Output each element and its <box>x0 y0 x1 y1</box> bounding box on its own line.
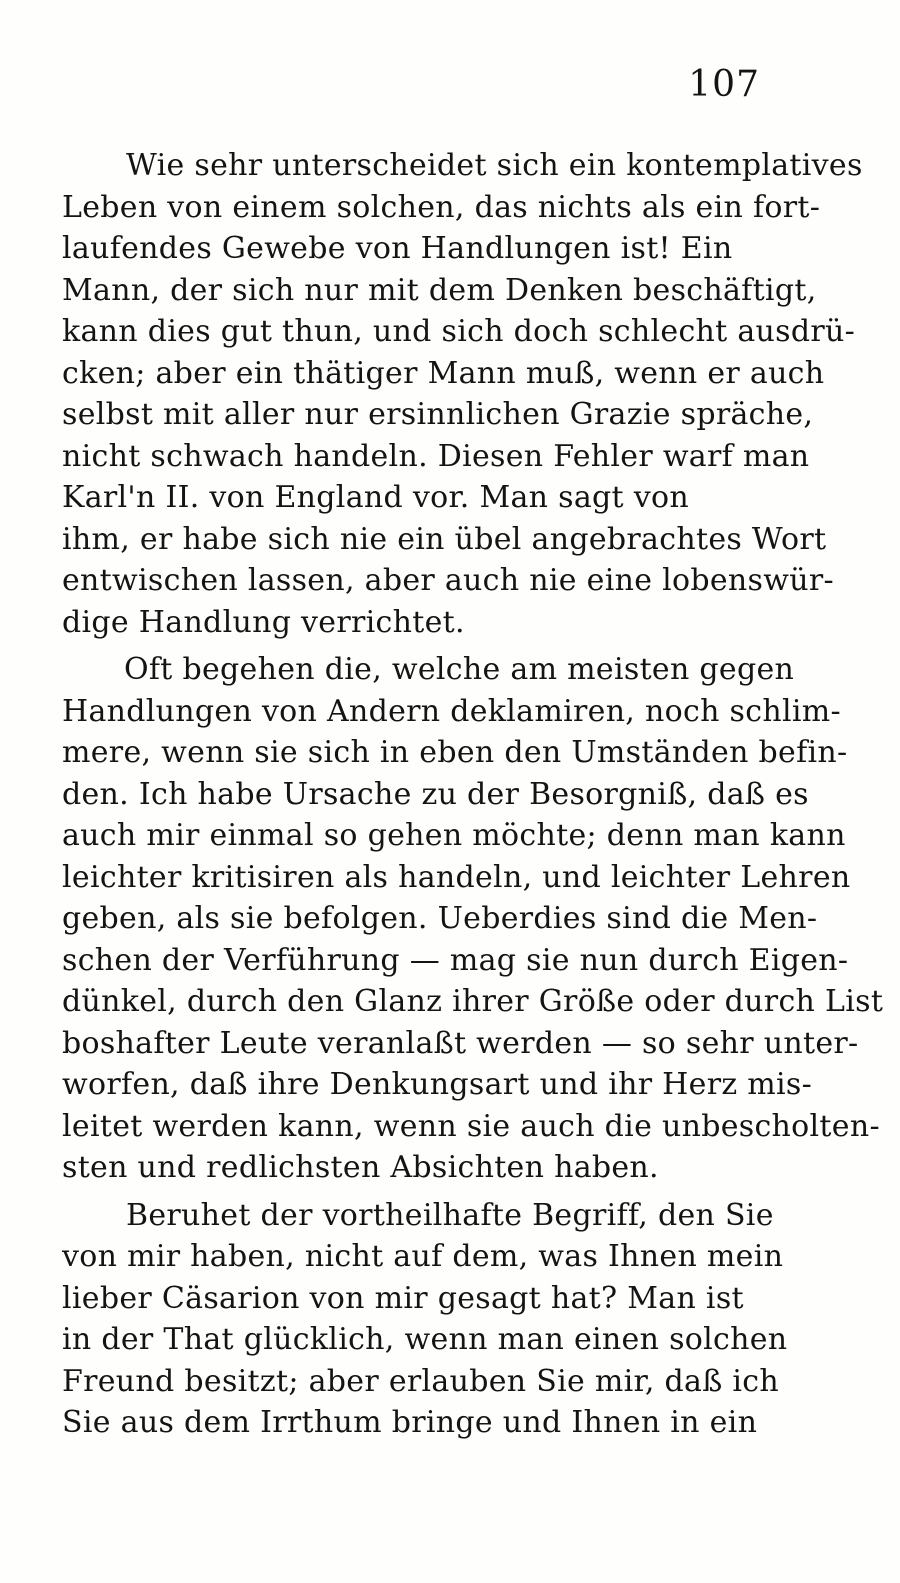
text-line: auch mir einmal so gehen möchte; denn man kann <box>62 818 846 853</box>
text-line: schen der Verführung — mag sie nun durch Eigen- <box>62 942 849 978</box>
text-line: Wie sehr unterscheidet sich ein kontemplatives <box>126 148 863 183</box>
paragraph <box>62 649 884 1189</box>
page-number: 107 <box>688 64 760 105</box>
text-line: von mir haben, nicht auf dem, was Ihnen mein <box>62 1239 784 1274</box>
text-line: den. Ich habe Ursache zu der Besorgniß, daß es <box>62 776 809 812</box>
text-line: dige Handlung verrichtet. <box>62 604 465 640</box>
text-line: Oft begehen die, welche am meisten gegen <box>124 652 795 687</box>
text-line: cken; aber ein thätiger Mann muß, wenn er auch <box>62 355 825 391</box>
text-line: ihm, er habe sich nie ein übel angebrachtes Wort <box>62 521 827 557</box>
text-line: mere, wenn sie sich in eben den Umständen befin- <box>62 735 848 770</box>
text-line: laufendes Gewebe von Handlungen ist! Ein <box>62 231 733 266</box>
text-line: worfen, daß ihre Denkungsart und ihr Herz mis- <box>62 1067 813 1102</box>
text-line: Leben von einem solchen, das nichts als ein fort- <box>62 189 821 225</box>
text-line: Freund besitzt; aber erlauben Sie mir, daß ich <box>62 1363 780 1399</box>
text-line: selbst mit aller nur ersinnlichen Grazie spräche, <box>62 397 814 432</box>
text-line: Karl'n II. von England vor. Man sagt von <box>62 480 689 515</box>
text-line: dünkel, durch den Glanz ihrer Größe oder durch List <box>62 984 884 1019</box>
text-line: nicht schwach handeln. Diesen Fehler warf man <box>62 438 810 474</box>
text-line: Beruhet der vortheilhafte Begriff, den Sie <box>126 1197 774 1233</box>
text-line: geben, als sie befolgen. Ueberdies sind die Men- <box>62 901 818 936</box>
text-line: boshafter Leute veranlaßt werden — so sehr unter- <box>62 1025 859 1061</box>
text-line: kann dies gut thun, und sich doch schlecht ausdrü- <box>62 314 856 349</box>
text-line: Handlungen von Andern deklamiren, noch schlim- <box>62 693 841 729</box>
body-text <box>62 145 884 1450</box>
text-line: lieber Cäsarion von mir gesagt hat? Man ist <box>62 1280 744 1316</box>
paragraph <box>62 145 863 643</box>
text-line: in der That glücklich, wenn man einen solchen <box>62 1322 788 1357</box>
text-line: entwischen lassen, aber auch nie eine lobenswür- <box>62 563 834 598</box>
paragraph <box>62 1195 822 1444</box>
text-line: Sie aus dem Irrthum bringe und Ihnen in ein <box>62 1405 758 1440</box>
text-line: leichter kritisiren als handeln, und leichter Lehren <box>62 859 851 895</box>
text-line: leitet werden kann, wenn sie auch die unbescholten- <box>62 1108 880 1144</box>
text-line: sten und redlichsten Absichten haben. <box>62 1150 659 1185</box>
text-line: Mann, der sich nur mit dem Denken beschäftigt, <box>62 272 817 308</box>
